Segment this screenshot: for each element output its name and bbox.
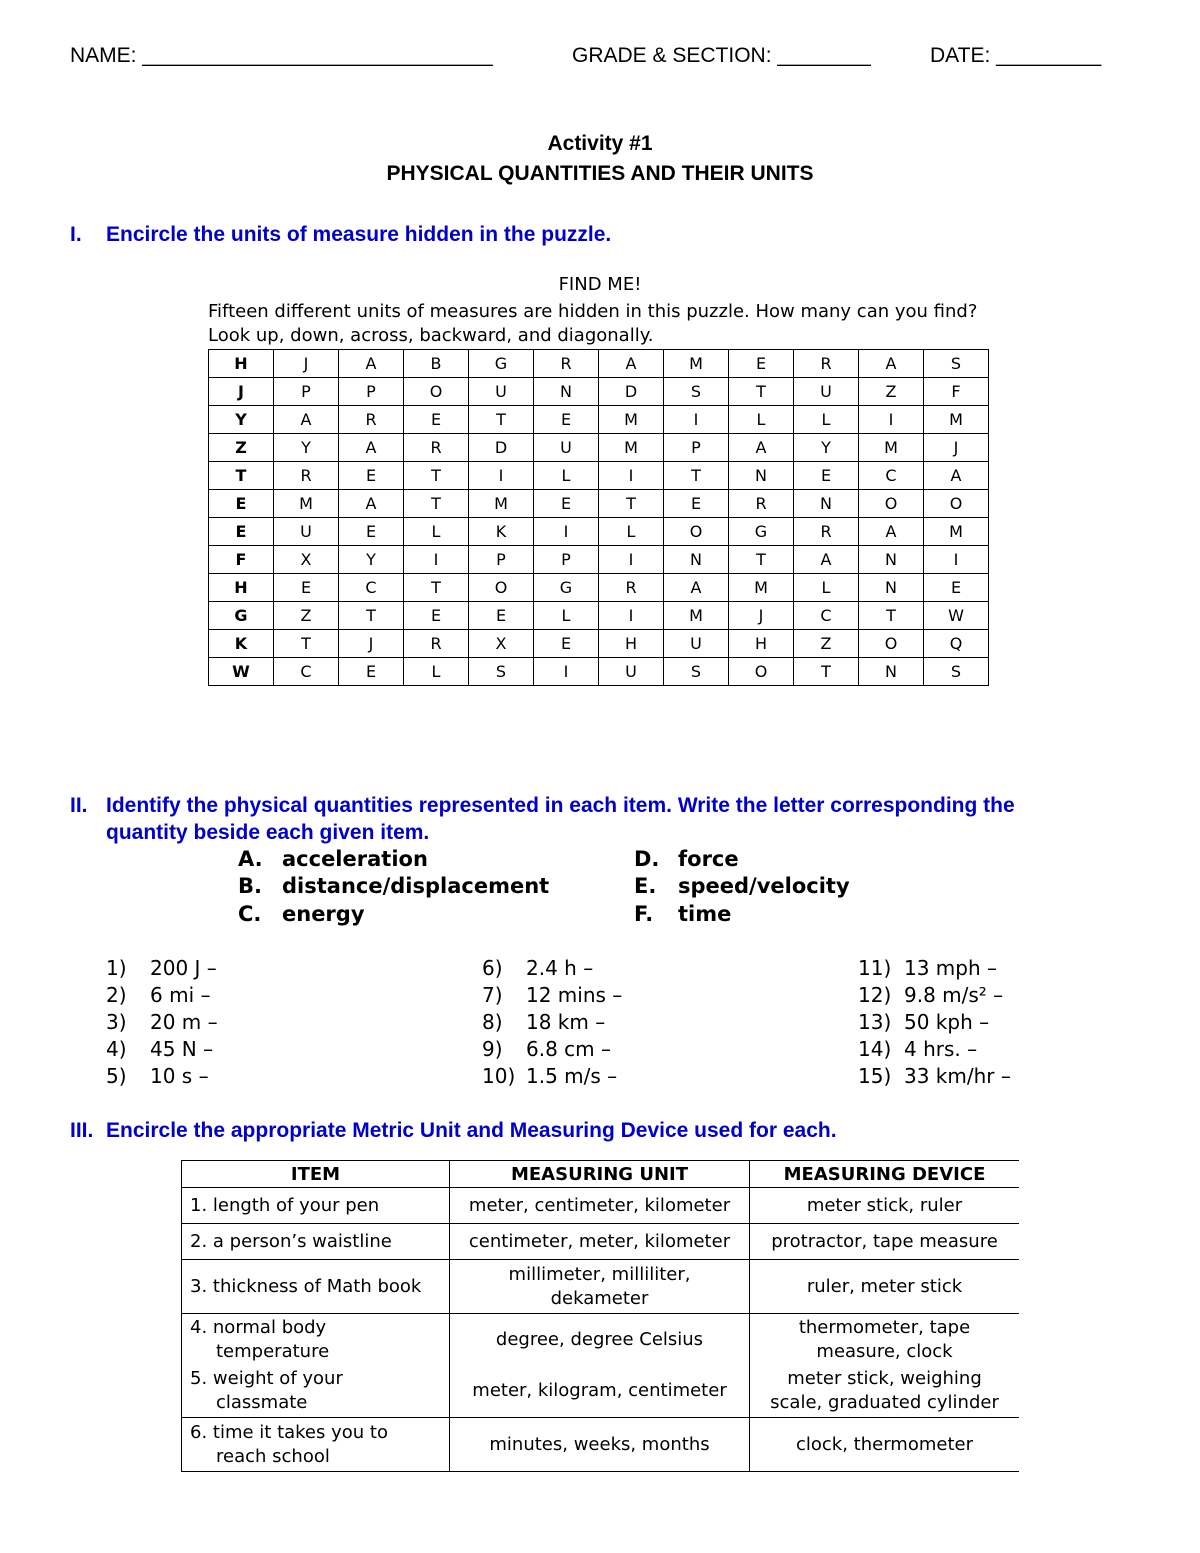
- grid-cell[interactable]: T: [729, 378, 794, 406]
- item-cell: 6. time it takes you to reach school: [182, 1418, 450, 1472]
- grid-row: [209, 546, 989, 574]
- grid-row: [209, 434, 989, 462]
- grid-cell[interactable]: A: [794, 546, 859, 574]
- grid-cell[interactable]: E: [339, 658, 404, 686]
- grid-cell[interactable]: F: [209, 546, 274, 574]
- grid-cell[interactable]: J: [339, 630, 404, 658]
- unit-cell[interactable]: meter, centimeter, kilometer: [450, 1188, 750, 1224]
- grid-cell[interactable]: E: [664, 490, 729, 518]
- item-14[interactable]: 14) 4 hrs. –: [858, 1037, 978, 1061]
- grid-cell[interactable]: S: [469, 658, 534, 686]
- grid-cell[interactable]: O: [924, 490, 989, 518]
- grid-cell[interactable]: Z: [794, 630, 859, 658]
- item-cell: 5. weight of your classmate: [182, 1366, 450, 1418]
- section-3-number: III.: [70, 1119, 94, 1142]
- grid-cell[interactable]: M: [599, 434, 664, 462]
- section-1-heading: [70, 221, 611, 248]
- grid-cell[interactable]: O: [859, 490, 924, 518]
- grid-cell[interactable]: T: [599, 490, 664, 518]
- grid-cell[interactable]: L: [794, 574, 859, 602]
- grid-cell[interactable]: E: [339, 462, 404, 490]
- grid-cell[interactable]: I: [599, 462, 664, 490]
- grid-cell[interactable]: Z: [274, 602, 339, 630]
- grid-cell[interactable]: O: [664, 518, 729, 546]
- grid-cell[interactable]: N: [664, 546, 729, 574]
- unit-cell[interactable]: centimeter, meter, kilometer: [450, 1224, 750, 1260]
- grid-cell[interactable]: D: [469, 434, 534, 462]
- grid-cell[interactable]: R: [339, 406, 404, 434]
- grid-cell[interactable]: P: [664, 434, 729, 462]
- grid-cell[interactable]: Y: [209, 406, 274, 434]
- grid-cell[interactable]: I: [924, 546, 989, 574]
- grid-cell[interactable]: J: [924, 434, 989, 462]
- grid-cell[interactable]: H: [599, 630, 664, 658]
- device-cell[interactable]: thermometer, tape measure, clock: [750, 1314, 1020, 1366]
- activity-title: Activity #1: [547, 132, 653, 155]
- grid-cell[interactable]: E: [924, 574, 989, 602]
- grid-row: [209, 630, 989, 658]
- grid-cell[interactable]: G: [209, 602, 274, 630]
- grid-cell[interactable]: E: [274, 574, 339, 602]
- grid-cell[interactable]: A: [339, 350, 404, 378]
- items-column-3: [858, 955, 1011, 1090]
- grid-cell[interactable]: T: [209, 462, 274, 490]
- grid-cell[interactable]: E: [404, 406, 469, 434]
- grid-cell[interactable]: E: [794, 462, 859, 490]
- name-field[interactable]: NAME: ______________________________: [70, 44, 493, 67]
- grid-cell[interactable]: G: [469, 350, 534, 378]
- grid-cell[interactable]: B: [404, 350, 469, 378]
- grid-cell[interactable]: E: [404, 602, 469, 630]
- grid-cell[interactable]: U: [469, 378, 534, 406]
- grid-cell[interactable]: U: [534, 434, 599, 462]
- grid-cell[interactable]: T: [339, 602, 404, 630]
- grid-cell[interactable]: G: [729, 518, 794, 546]
- grid-row: [209, 602, 989, 630]
- grid-cell[interactable]: L: [534, 462, 599, 490]
- grid-cell[interactable]: I: [664, 406, 729, 434]
- section-2-number: II.: [70, 794, 88, 817]
- grid-cell[interactable]: S: [664, 378, 729, 406]
- grid-cell[interactable]: P: [469, 546, 534, 574]
- grid-cell[interactable]: H: [209, 350, 274, 378]
- grid-cell[interactable]: H: [209, 574, 274, 602]
- grid-cell[interactable]: D: [599, 378, 664, 406]
- section-3-instruction: Encircle the appropriate Metric Unit and Measuring Device used for each.: [106, 1119, 837, 1142]
- grid-cell[interactable]: X: [274, 546, 339, 574]
- item-cell: 1. length of your pen: [182, 1188, 450, 1224]
- unit-cell[interactable]: meter, kilogram, centimeter: [450, 1366, 750, 1418]
- grid-cell[interactable]: E: [729, 350, 794, 378]
- table-row: [182, 1188, 1020, 1224]
- item-11[interactable]: 11) 13 mph –: [858, 956, 998, 980]
- item-15[interactable]: 15) 33 km/hr –: [858, 1064, 1011, 1088]
- grid-cell[interactable]: I: [599, 546, 664, 574]
- header-measuring-unit: MEASURING UNIT: [450, 1161, 750, 1188]
- device-cell[interactable]: meter stick, weighing scale, graduated cylinder: [750, 1366, 1020, 1418]
- grid-row: [209, 574, 989, 602]
- grid-cell[interactable]: L: [404, 518, 469, 546]
- choice-b: B. distance/displacement: [238, 874, 550, 898]
- grid-cell[interactable]: O: [469, 574, 534, 602]
- section-1-instruction: Encircle the units of measure hidden in the puzzle.: [106, 223, 612, 246]
- grid-cell[interactable]: M: [469, 490, 534, 518]
- grid-cell[interactable]: Z: [859, 378, 924, 406]
- grid-cell[interactable]: P: [339, 378, 404, 406]
- grid-cell[interactable]: C: [274, 658, 339, 686]
- grid-cell[interactable]: M: [729, 574, 794, 602]
- item-10[interactable]: 10) 1.5 m/s –: [482, 1064, 618, 1088]
- table-row: [182, 1366, 1020, 1418]
- grid-cell[interactable]: R: [274, 462, 339, 490]
- grid-cell[interactable]: U: [794, 378, 859, 406]
- date-field[interactable]: DATE: _________: [930, 44, 1102, 67]
- item-9[interactable]: 9) 6.8 cm –: [482, 1037, 611, 1061]
- grid-row: [209, 658, 989, 686]
- grid-cell[interactable]: R: [599, 574, 664, 602]
- grid-cell[interactable]: O: [859, 630, 924, 658]
- grid-cell[interactable]: T: [664, 462, 729, 490]
- table-row: [182, 1224, 1020, 1260]
- grid-cell[interactable]: A: [339, 490, 404, 518]
- grid-cell[interactable]: I: [534, 658, 599, 686]
- grid-cell[interactable]: A: [729, 434, 794, 462]
- grid-cell[interactable]: L: [729, 406, 794, 434]
- grid-cell[interactable]: P: [534, 546, 599, 574]
- grid-cell[interactable]: I: [599, 602, 664, 630]
- grid-cell[interactable]: J: [729, 602, 794, 630]
- grid-cell[interactable]: C: [339, 574, 404, 602]
- grid-cell[interactable]: Y: [794, 434, 859, 462]
- grid-cell[interactable]: E: [209, 518, 274, 546]
- choice-f: F. time: [634, 902, 732, 926]
- grid-row: [209, 462, 989, 490]
- grid-cell[interactable]: L: [794, 406, 859, 434]
- grid-cell[interactable]: M: [274, 490, 339, 518]
- grid-cell[interactable]: M: [924, 518, 989, 546]
- activity-subtitle: PHYSICAL QUANTITIES AND THEIR UNITS: [386, 162, 814, 185]
- table-row: [182, 1314, 1020, 1366]
- grid-cell[interactable]: R: [404, 434, 469, 462]
- grid-cell[interactable]: I: [404, 546, 469, 574]
- grid-cell[interactable]: T: [469, 406, 534, 434]
- grid-cell[interactable]: R: [404, 630, 469, 658]
- section-2-heading: [70, 792, 1150, 846]
- grid-cell[interactable]: E: [534, 490, 599, 518]
- grid-cell[interactable]: S: [924, 658, 989, 686]
- grid-cell[interactable]: R: [794, 518, 859, 546]
- grid-cell[interactable]: A: [599, 350, 664, 378]
- grid-cell[interactable]: L: [534, 602, 599, 630]
- grid-cell[interactable]: C: [859, 462, 924, 490]
- grid-cell[interactable]: Q: [924, 630, 989, 658]
- grid-cell[interactable]: M: [924, 406, 989, 434]
- grid-cell[interactable]: W: [924, 602, 989, 630]
- grid-cell[interactable]: S: [664, 658, 729, 686]
- grid-cell[interactable]: I: [534, 518, 599, 546]
- grid-cell[interactable]: K: [209, 630, 274, 658]
- grid-cell[interactable]: N: [534, 378, 599, 406]
- measuring-table: [181, 1160, 1019, 1472]
- choice-e: E. speed/velocity: [634, 874, 850, 898]
- item-4[interactable]: 4) 45 N –: [106, 1037, 214, 1061]
- grid-cell[interactable]: M: [859, 434, 924, 462]
- grid-cell[interactable]: R: [729, 490, 794, 518]
- unit-cell[interactable]: millimeter, milliliter, dekameter: [450, 1260, 750, 1314]
- grid-cell[interactable]: M: [599, 406, 664, 434]
- grid-cell[interactable]: K: [469, 518, 534, 546]
- grid-cell[interactable]: X: [469, 630, 534, 658]
- unit-cell[interactable]: degree, degree Celsius: [450, 1314, 750, 1366]
- item-6[interactable]: 6) 2.4 h –: [482, 956, 594, 980]
- table-row: [182, 1260, 1020, 1314]
- item-2[interactable]: 2) 6 mi –: [106, 983, 211, 1007]
- grid-cell[interactable]: R: [794, 350, 859, 378]
- items-column-1: [106, 955, 218, 1090]
- grid-cell[interactable]: Y: [274, 434, 339, 462]
- item-12[interactable]: 12) 9.8 m/s² –: [858, 983, 1004, 1007]
- grid-cell[interactable]: T: [794, 658, 859, 686]
- grid-cell[interactable]: T: [404, 490, 469, 518]
- grid-cell[interactable]: E: [209, 490, 274, 518]
- grid-cell[interactable]: S: [924, 350, 989, 378]
- grid-cell[interactable]: U: [274, 518, 339, 546]
- word-search-grid[interactable]: [208, 349, 989, 686]
- device-cell[interactable]: meter stick, ruler: [750, 1188, 1020, 1224]
- grid-cell[interactable]: M: [664, 602, 729, 630]
- grid-cell[interactable]: G: [534, 574, 599, 602]
- item-1[interactable]: 1) 200 J –: [106, 956, 217, 980]
- table-row: [182, 1418, 1020, 1472]
- grid-cell[interactable]: E: [534, 630, 599, 658]
- grid-cell[interactable]: N: [794, 490, 859, 518]
- grid-row: [209, 378, 989, 406]
- device-cell[interactable]: protractor, tape measure: [750, 1224, 1020, 1260]
- grid-cell[interactable]: T: [404, 462, 469, 490]
- item-3[interactable]: 3) 20 m –: [106, 1010, 218, 1034]
- grid-cell[interactable]: I: [859, 406, 924, 434]
- grid-cell[interactable]: L: [404, 658, 469, 686]
- choice-a: A. acceleration: [238, 847, 428, 871]
- grid-cell[interactable]: O: [729, 658, 794, 686]
- header-item: ITEM: [182, 1161, 450, 1188]
- grid-cell[interactable]: E: [339, 518, 404, 546]
- header-measuring-device: MEASURING DEVICE: [750, 1161, 1020, 1188]
- grid-cell[interactable]: N: [859, 546, 924, 574]
- section-1-number: I.: [70, 223, 82, 246]
- item-8[interactable]: 8) 18 km –: [482, 1010, 606, 1034]
- item-7[interactable]: 7) 12 mins –: [482, 983, 623, 1007]
- item-5[interactable]: 5) 10 s –: [106, 1064, 209, 1088]
- puzzle-description: Fifteen different units of measures are hidden in this puzzle. How many can you find? Look up, down, across, backward, and diagonally.: [208, 301, 978, 346]
- item-13[interactable]: 13) 50 kph –: [858, 1010, 990, 1034]
- measuring-table-header: [182, 1161, 1020, 1188]
- device-cell[interactable]: ruler, meter stick: [750, 1260, 1020, 1314]
- unit-cell[interactable]: minutes, weeks, months: [450, 1418, 750, 1472]
- grid-cell[interactable]: C: [794, 602, 859, 630]
- grid-cell[interactable]: A: [664, 574, 729, 602]
- choice-d: D. force: [634, 847, 739, 871]
- grid-row: [209, 406, 989, 434]
- grid-cell[interactable]: A: [859, 518, 924, 546]
- grid-cell[interactable]: J: [274, 350, 339, 378]
- section-2-instruction-line1: Identify the physical quantities represented in each item. Write the letter corresponding the: [106, 794, 1015, 817]
- grid-cell[interactable]: F: [924, 378, 989, 406]
- grid-cell[interactable]: T: [274, 630, 339, 658]
- item-cell: 2. a person’s waistline: [182, 1224, 450, 1260]
- grid-cell[interactable]: I: [469, 462, 534, 490]
- grid-cell[interactable]: J: [209, 378, 274, 406]
- items-column-2: [482, 955, 622, 1090]
- grid-cell[interactable]: L: [599, 518, 664, 546]
- grid-cell[interactable]: W: [209, 658, 274, 686]
- item-cell: 4. normal body temperature: [182, 1314, 450, 1366]
- grid-cell[interactable]: A: [274, 406, 339, 434]
- grid-cell[interactable]: U: [599, 658, 664, 686]
- grid-cell[interactable]: R: [534, 350, 599, 378]
- grid-cell[interactable]: A: [924, 462, 989, 490]
- grid-cell[interactable]: Y: [339, 546, 404, 574]
- grid-cell[interactable]: E: [469, 602, 534, 630]
- grid-cell[interactable]: T: [404, 574, 469, 602]
- item-cell: 3. thickness of Math book: [182, 1260, 450, 1314]
- grid-cell[interactable]: E: [534, 406, 599, 434]
- section-2-instruction-line2: quantity beside each given item.: [106, 821, 430, 844]
- grid-cell[interactable]: N: [859, 574, 924, 602]
- puzzle-title: FIND ME!: [558, 274, 642, 295]
- grid-cell[interactable]: T: [729, 546, 794, 574]
- grade-section-field[interactable]: GRADE & SECTION: ________: [572, 44, 871, 67]
- grid-cell[interactable]: N: [859, 658, 924, 686]
- grid-cell[interactable]: N: [729, 462, 794, 490]
- grid-row: [209, 350, 989, 378]
- grid-cell[interactable]: O: [404, 378, 469, 406]
- grid-cell[interactable]: A: [859, 350, 924, 378]
- device-cell[interactable]: clock, thermometer: [750, 1418, 1020, 1472]
- grid-row: [209, 518, 989, 546]
- grid-cell[interactable]: H: [729, 630, 794, 658]
- grid-cell[interactable]: T: [859, 602, 924, 630]
- section-3-heading: [70, 1117, 837, 1144]
- grid-row: [209, 490, 989, 518]
- grid-cell[interactable]: P: [274, 378, 339, 406]
- grid-cell[interactable]: U: [664, 630, 729, 658]
- choice-c: C. energy: [238, 902, 365, 926]
- grid-cell[interactable]: Z: [209, 434, 274, 462]
- grid-cell[interactable]: A: [339, 434, 404, 462]
- grid-cell[interactable]: M: [664, 350, 729, 378]
